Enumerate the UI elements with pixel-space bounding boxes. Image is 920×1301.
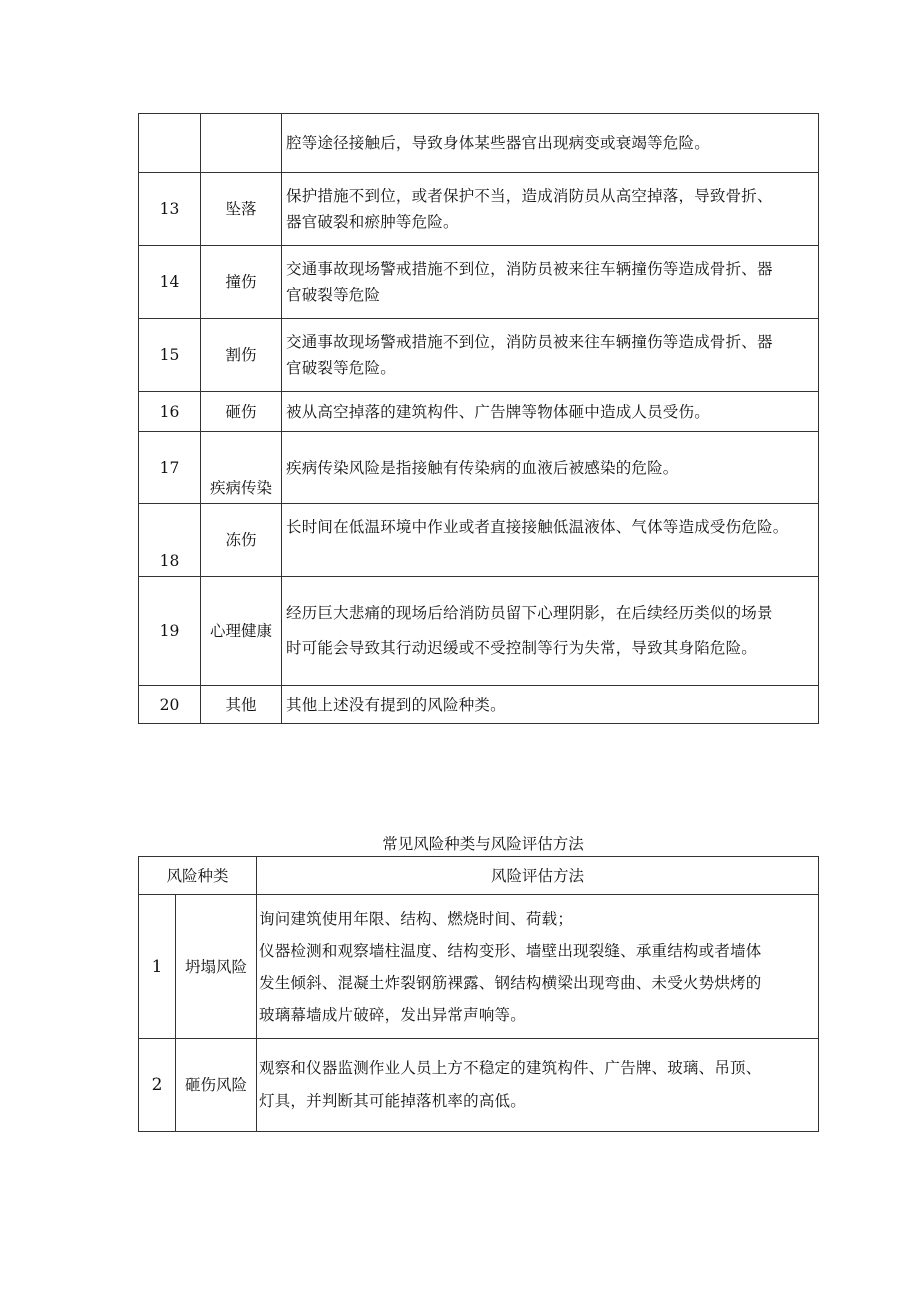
table-row — [139, 319, 819, 392]
description-line: 保护措施不到位，或者保护不当，造成消防员从高空掉落，导致骨折、 — [286, 187, 773, 205]
risk-name: 其他 — [201, 686, 282, 724]
table-row — [139, 114, 819, 173]
row-number: 18 — [139, 504, 201, 577]
header-method: 风险评估方法 — [257, 857, 819, 895]
row-number — [139, 114, 201, 173]
row-number: 14 — [139, 246, 201, 319]
table-header-row — [139, 857, 819, 895]
description-line: 时可能会导致其行动迟缓或不受控制等行为失常，导致其身陷危险。 — [286, 639, 758, 657]
table-row — [139, 1039, 819, 1132]
description-line: 官破裂等危险 — [286, 286, 381, 304]
risk-name — [201, 114, 282, 173]
risk-name: 坠落 — [201, 173, 282, 246]
description-line: 长时间在低温环境中作业或者直接接触低温液体、气体等造成受伤危险。 — [286, 518, 789, 536]
risk-description — [282, 504, 819, 577]
description-line: 观察和仪器监测作业人员上方不稳定的建筑构件、广告牌、玻璃、吊顶、 — [259, 1059, 762, 1077]
table-row — [139, 246, 819, 319]
description-line: 其他上述没有提到的风险种类。 — [286, 695, 506, 714]
header-risk-type: 风险种类 — [139, 857, 257, 895]
description-line: 官破裂等危险。 — [286, 359, 396, 377]
risk-description — [282, 577, 819, 686]
risk-name: 冻伤 — [201, 504, 282, 577]
description-line: 玻璃幕墙成片破碎，发出异常声响等。 — [259, 1005, 526, 1024]
description-line: 仪器检测和观察墙柱温度、结构变形、墙壁出现裂缝、承重结构或者墙体 — [259, 941, 762, 960]
table-row — [139, 577, 819, 686]
row-number: 16 — [139, 392, 201, 432]
risk-name: 割伤 — [201, 319, 282, 392]
risk-description — [282, 173, 819, 246]
description-line: 器官破裂和瘀肿等危险。 — [286, 213, 459, 231]
risk-description — [282, 114, 819, 173]
description-line: 发生倾斜、混凝土炸裂钢筋裸露、钢结构横梁出现弯曲、未受火势烘烤的 — [259, 973, 762, 992]
row-number: 13 — [139, 173, 201, 246]
assessment-method — [257, 1039, 819, 1132]
risk-name: 疾病传染 — [201, 432, 282, 504]
risk-name: 心理健康 — [201, 577, 282, 686]
risk-name: 撞伤 — [201, 246, 282, 319]
section-title — [138, 833, 818, 855]
risk-description — [282, 246, 819, 319]
row-number: 2 — [139, 1039, 176, 1132]
risk-description — [282, 392, 819, 432]
description-line: 交通事故现场警戒措施不到位，消防员被来往车辆撞伤等造成骨折、器 — [286, 260, 773, 278]
description-line: 询问建筑使用年限、结构、燃烧时间、荷载； — [259, 909, 574, 928]
table-row — [139, 895, 819, 1039]
risk-name: 坍塌风险 — [176, 895, 257, 1039]
row-number: 19 — [139, 577, 201, 686]
description-line: 灯具，并判断其可能掉落机率的高低。 — [259, 1092, 526, 1110]
risk-types-table — [138, 113, 819, 724]
description-line: 交通事故现场警戒措施不到位，消防员被来往车辆撞伤等造成骨折、器 — [286, 333, 773, 351]
row-number: 17 — [139, 432, 201, 504]
risk-description — [282, 319, 819, 392]
description-line: 经历巨大悲痛的现场后给消防员留下心理阴影，在后续经历类似的场景 — [286, 604, 773, 622]
description-line: 腔等途径接触后，导致身体某些器官出现病变或衰竭等危险。 — [286, 134, 710, 152]
risk-assessment-table — [138, 856, 819, 1132]
risk-description — [282, 686, 819, 724]
table-row — [139, 392, 819, 432]
row-number: 20 — [139, 686, 201, 724]
table-row — [139, 173, 819, 246]
section-title-text: 常见风险种类与风险评估方法 — [382, 835, 584, 853]
table-row — [139, 686, 819, 724]
description-line: 疾病传染风险是指接触有传染病的血液后被感染的危险。 — [286, 458, 679, 477]
row-number: 1 — [139, 895, 176, 1039]
risk-name: 砸伤风险 — [176, 1039, 257, 1132]
risk-description — [282, 432, 819, 504]
description-line: 被从高空掉落的建筑构件、广告牌等物体砸中造成人员受伤。 — [286, 402, 710, 421]
table-row — [139, 504, 819, 577]
assessment-method — [257, 895, 819, 1039]
table-row — [139, 432, 819, 504]
risk-name: 砸伤 — [201, 392, 282, 432]
row-number: 15 — [139, 319, 201, 392]
